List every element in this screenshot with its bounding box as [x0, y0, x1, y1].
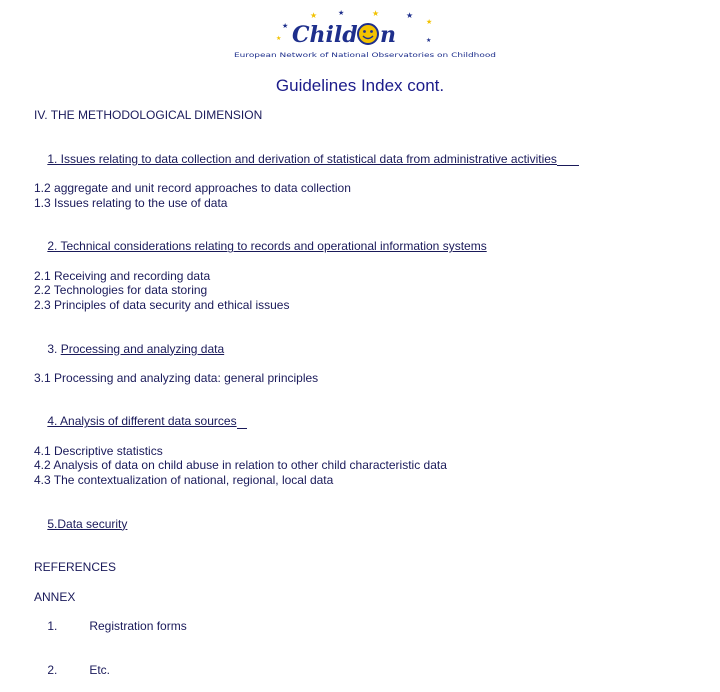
list-item: 2.1 Receiving and recording data [34, 268, 211, 283]
svg-text:★: ★ [276, 35, 282, 42]
list-item: 1.2 aggregate and unit record approaches to data collection [34, 180, 351, 195]
svg-text:★: ★ [338, 9, 345, 17]
section-3-number: 3. [47, 341, 58, 356]
annex-item [34, 604, 694, 648]
logo [230, 8, 500, 60]
svg-text:★: ★ [426, 37, 432, 44]
list-item: 1.3 Issues relating to the use of data [34, 195, 228, 210]
list-item: 3.1 Processing and analyzing data: general principles [34, 370, 319, 385]
list-item: 2.3 Principles of data security and ethical issues [34, 297, 290, 312]
child-on-logo [230, 8, 500, 60]
section-2-head[interactable] [34, 225, 694, 269]
section-1-link[interactable]: 1. Issues relating to data collection and derivation of statistical data from administrative activities [47, 151, 557, 166]
smiling-face-icon [358, 24, 378, 44]
section-3-link[interactable]: Processing and analyzing data [60, 341, 225, 356]
svg-text:★: ★ [372, 9, 380, 18]
section-4-head[interactable] [34, 400, 694, 444]
section-5-link[interactable]: 5.Data security [47, 516, 128, 531]
list-item: 4.3 The contextualization of national, regional, local data [34, 472, 334, 487]
list-item: 2.2 Technologies for data storing [34, 283, 208, 298]
section-4-link[interactable]: 4. Analysis of different data sources [47, 414, 237, 429]
annex-item-text: Etc. [89, 662, 111, 677]
page-title: Guidelines Index cont. [275, 76, 445, 95]
list-item: 4.1 Descriptive statistics [34, 443, 163, 458]
annex-item-text: Registration forms [89, 618, 187, 633]
section-2-link[interactable]: 2. Technical considerations relating to records and operational information systems [47, 239, 487, 254]
logo-wordmark: Child [292, 22, 358, 48]
svg-text:★: ★ [310, 11, 318, 20]
svg-text:★: ★ [406, 11, 414, 20]
logo-wordmark-tail: n [380, 22, 396, 48]
section-heading: IV. THE METHODOLOGICAL DIMENSION [34, 108, 263, 122]
index-content [34, 108, 694, 692]
section-5-head[interactable] [34, 502, 694, 546]
list-item: 4.2 Analysis of data on child abuse in relation to other child characteristic data [34, 458, 447, 473]
svg-text:★: ★ [282, 22, 289, 30]
annex-item [34, 648, 694, 692]
section-3-head[interactable] [34, 327, 694, 371]
references-heading: REFERENCES [34, 560, 117, 575]
annex-heading: ANNEX [34, 589, 76, 604]
annex-item-number: 2. [47, 662, 58, 677]
section-1-head[interactable] [34, 137, 694, 181]
logo-subtitle: European Network of National Observatories on Childhood [234, 52, 497, 59]
svg-text:★: ★ [426, 18, 433, 26]
annex-item-number: 1. [47, 618, 58, 633]
